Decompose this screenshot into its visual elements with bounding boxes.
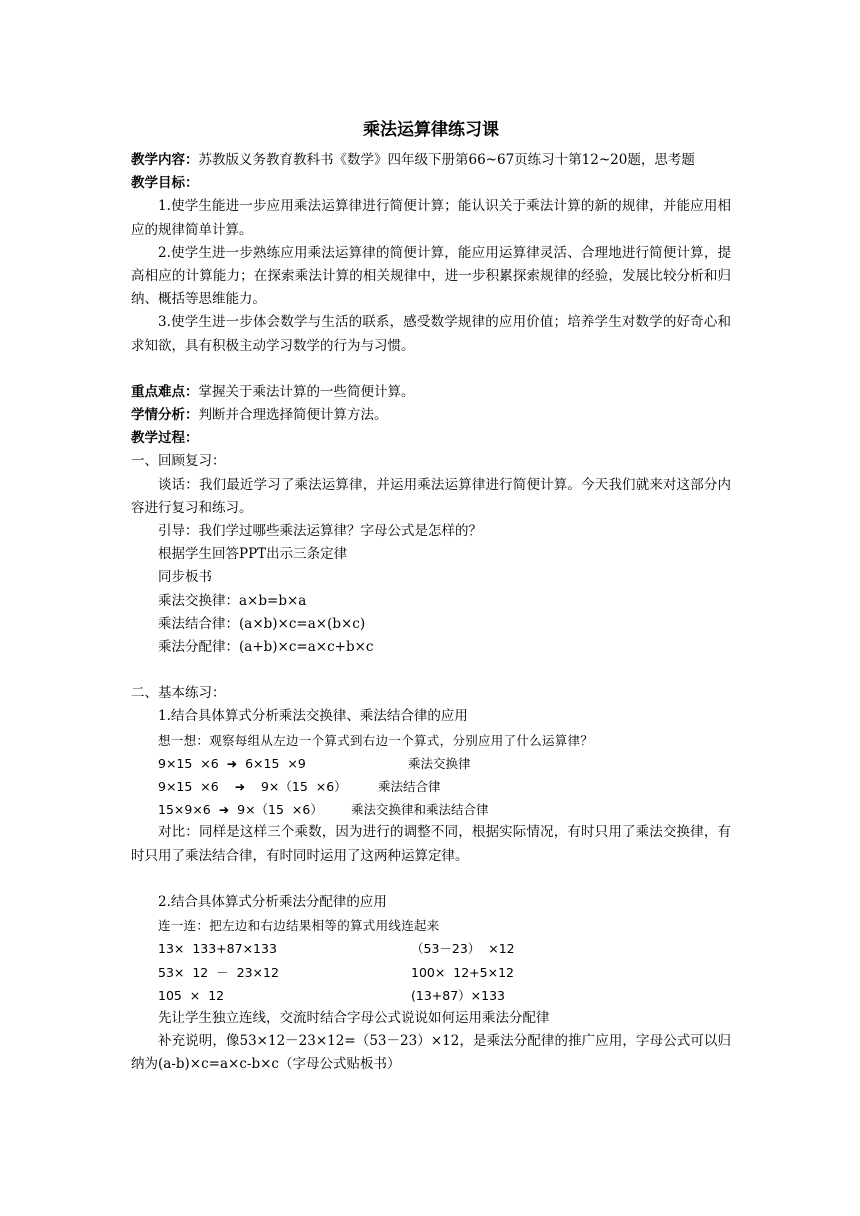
analysis-text: 判断并合理选择简便计算方法。	[198, 407, 388, 424]
exercise-law: 乘法交换律和乘法结合律	[351, 802, 489, 818]
match-left: 105 × 12	[158, 987, 225, 1003]
key-label: 重点难点：	[131, 383, 199, 400]
exercise-row	[131, 775, 731, 798]
exercise-formula: 9×15 ×6 ➜ 9×（15 ×6）	[158, 779, 347, 795]
teaching-content	[131, 149, 731, 172]
content-label: 教学内容：	[131, 152, 199, 168]
goals-label: 教学目标：	[131, 175, 199, 192]
match-left: 53× 12 － 23×12	[158, 964, 279, 980]
analysis-label: 学情分析：	[131, 407, 199, 424]
exercise-row	[131, 798, 731, 821]
section-heading: 一、回顾复习：	[131, 453, 226, 470]
section-heading: 二、基本练习：	[131, 685, 226, 702]
goal-item: 3.使学生进一步体会数学与生活的联系，感受数学规律的应用价值；培养学生对数学的好奇心和求知欲，具有积极主动学习数学的行为与习惯。	[131, 314, 731, 354]
spacer	[131, 659, 731, 682]
document-title: 乘法运算律练习课	[363, 120, 499, 140]
spacer	[131, 868, 731, 891]
exercise-formula: 9×15 ×6 ➜ 6×15 ×9	[158, 755, 306, 771]
match-left: 13× 133+87×133	[158, 941, 277, 957]
match-right: （53－23） ×12	[411, 941, 515, 957]
match-row	[131, 961, 731, 984]
match-row	[131, 937, 731, 960]
student-analysis	[131, 404, 731, 427]
review-line: 同步板书	[158, 569, 212, 586]
goal-item: 2.使学生进一步熟练应用乘法运算律的简便计算，能应用运算律灵活、合理地进行简便计算，提高相应的计算能力；在探索乘法计算的相关规律中，进一步积累探索规律的经验，发展比较分析和归纳、概括等思维能力。	[131, 244, 731, 308]
exercise-formula: 15×9×6 ➜ 9×（15 ×6）	[158, 802, 323, 818]
independent-line: 先让学生独立连线，交流时结合字母公式说说如何运用乘法分配律	[158, 1009, 550, 1026]
compare-paragraph: 对比：同样是这样三个乘数，因为进行的调整不同，根据实际情况，有时只用了乘法交换律，有时只用了乘法结合律，有时同时运用了这两种运算定律。	[131, 824, 731, 864]
spacer	[131, 358, 731, 381]
law-associative: 乘法结合律：(a×b)×c=a×(b×c)	[158, 615, 366, 632]
key-text: 掌握关于乘法计算的一些简便计算。	[198, 383, 415, 400]
subsection-heading: 2.结合具体算式分析乘法分配律的应用	[158, 893, 387, 910]
document-body	[131, 117, 731, 1077]
connect-prompt: 连一连：把左边和右边结果相等的算式用线连起来	[158, 918, 440, 934]
subsection-heading: 1.结合具体算式分析乘法交换律、乘法结合律的应用	[158, 708, 468, 725]
content-text: 苏教版义务教育教科书《数学》四年级下册第66~67页练习十第12~20题，思考题	[198, 152, 695, 168]
match-right: 100× 12+5×12	[411, 964, 514, 980]
process-label: 教学过程：	[131, 430, 199, 447]
match-right: (13+87）×133	[411, 987, 505, 1003]
key-points	[131, 381, 731, 404]
law-distributive: 乘法分配律：(a+b)×c=a×c+b×c	[158, 639, 374, 656]
review-line: 根据学生回答PPT出示三条定律	[158, 546, 348, 563]
goal-item: 1.使学生能进一步应用乘法运算律进行简便计算；能认识关于乘法计算的新的规律，并能应用相应的规律简单计算。	[131, 198, 731, 238]
law-commutative: 乘法交换律：a×b=b×a	[158, 592, 307, 609]
talk-paragraph: 谈话：我们最近学习了乘法运算律，并运用乘法运算律进行简便计算。今天我们就来对这部分内容进行复习和练习。	[131, 476, 731, 516]
exercise-row	[131, 752, 731, 775]
match-row	[131, 984, 731, 1007]
review-line: 引导：我们学过哪些乘法运算律？字母公式是怎样的？	[158, 523, 482, 540]
think-prompt: 想一想：观察每组从左边一个算式到右边一个算式，分别应用了什么运算律？	[158, 732, 594, 748]
supplement-paragraph: 补充说明，像53×12－23×12=（53－23）×12，是乘法分配律的推广应用，字母公式可以归纳为(a-b)×c=a×c-b×c（字母公式贴板书）	[131, 1033, 731, 1073]
exercise-law: 乘法交换律	[408, 755, 471, 771]
exercise-law: 乘法结合律	[378, 779, 441, 795]
